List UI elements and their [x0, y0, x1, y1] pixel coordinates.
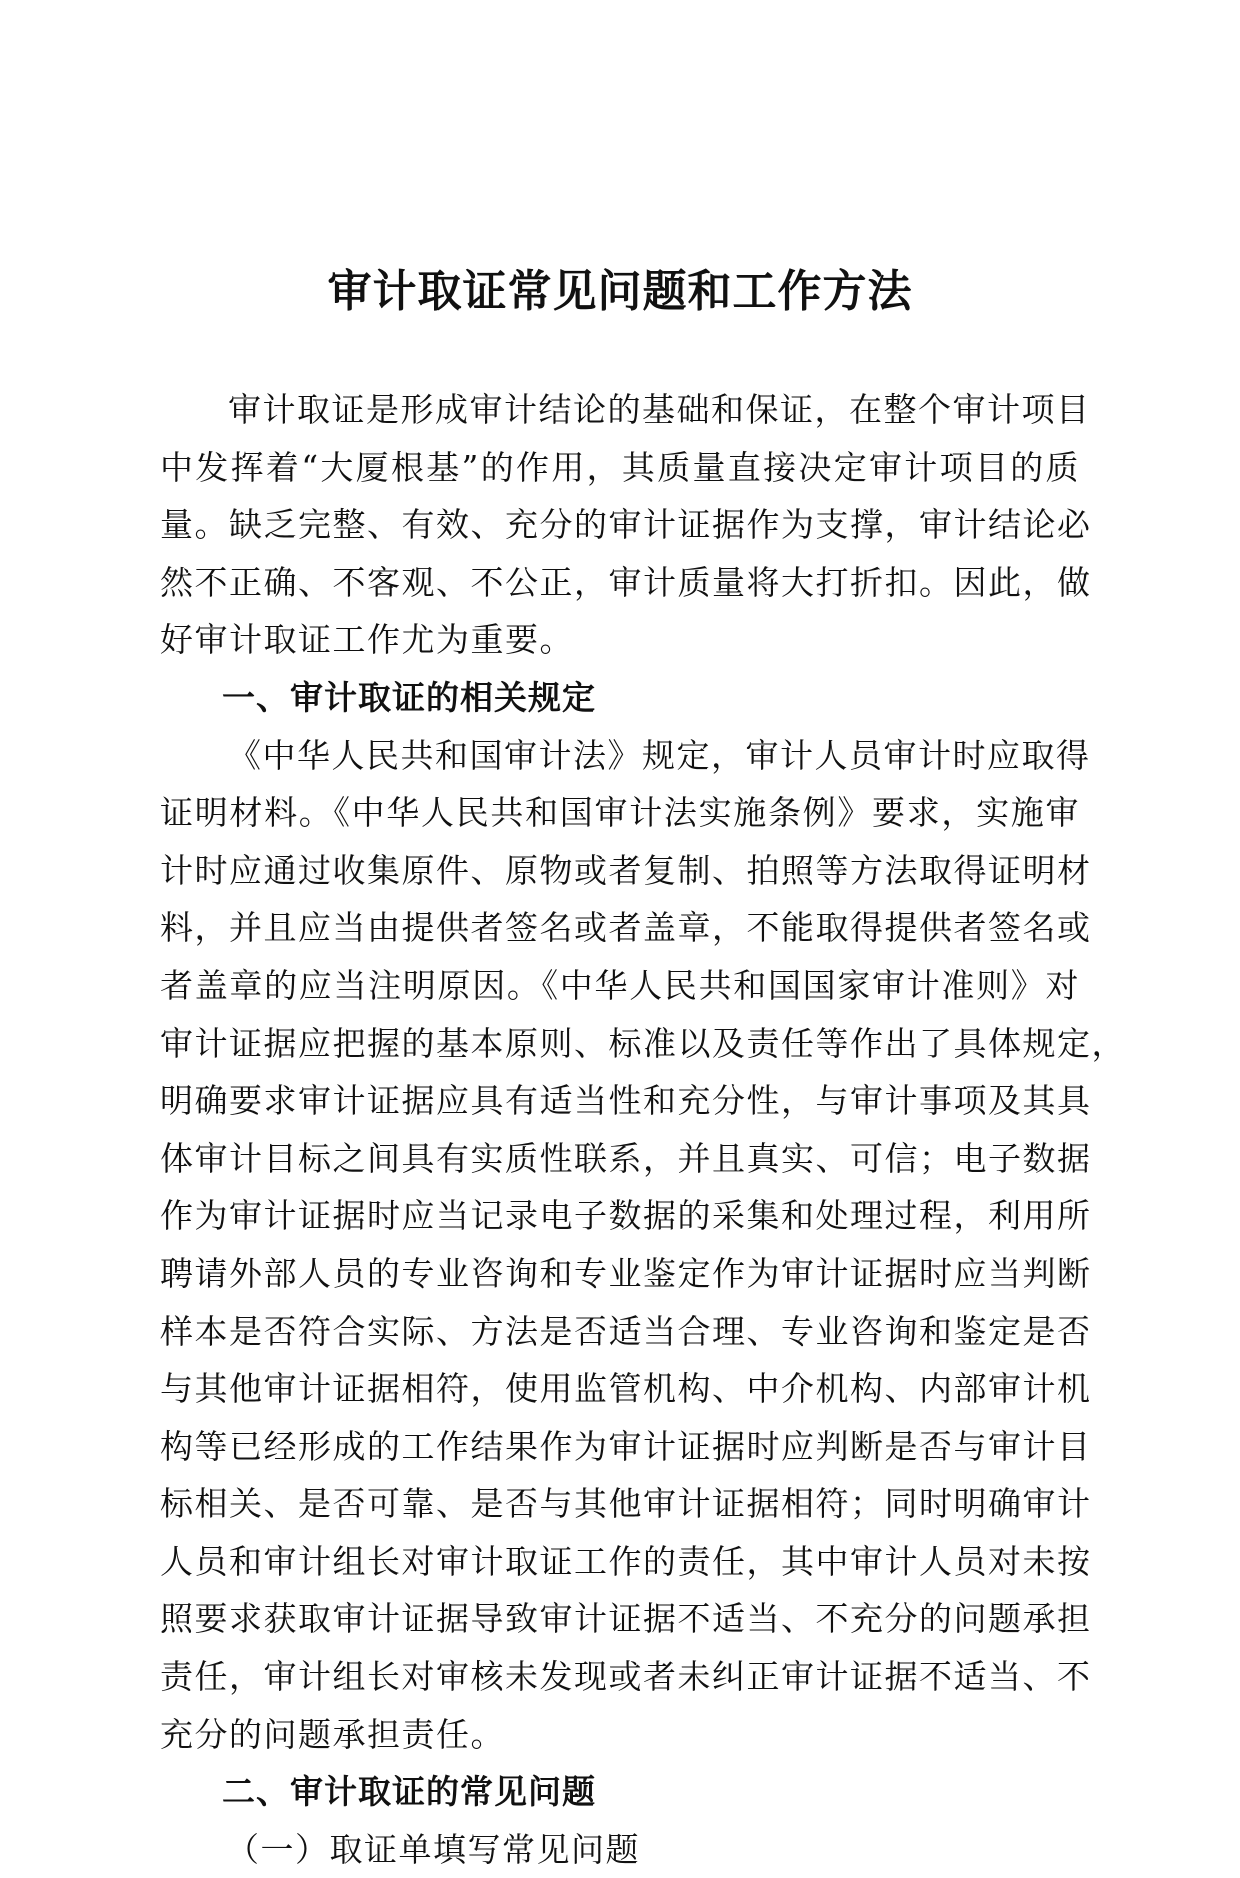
paragraph-regulations-line: 责任，审计组长对审核未发现或者未纠正审计证据不适当、不: [160, 1657, 1092, 1697]
section-heading-2: 二、审计取证的常见问题: [222, 1772, 596, 1812]
paragraph-regulations-line: 人员和审计组长对审计取证工作的责任，其中审计人员对未按: [160, 1541, 1092, 1581]
paragraph-intro-line: 审计取证是形成审计结论的基础和保证，在整个审计项目: [228, 390, 1091, 429]
paragraph-regulations-line: 照要求获取审计证据导致审计证据不适当、不充分的问题承担: [160, 1599, 1092, 1639]
paragraph-intro-line: 中发挥着“大厦根基”的作用，其质量直接决定审计项目的质: [160, 447, 1080, 487]
paragraph-regulations-line: 《中华人民共和国审计法》规定，审计人员审计时应取得: [228, 735, 1091, 775]
paragraph-regulations-line: 料，并且应当由提供者签名或者盖章，不能取得提供者签名或: [160, 908, 1092, 948]
document-body: [160, 381, 1126, 1878]
paragraph-regulations-line: 聘请外部人员的专业咨询和专业鉴定作为审计证据时应当判断: [160, 1253, 1092, 1293]
paragraph-regulations-line: 证明材料。《中华人民共和国审计法实施条例》要求，实施审: [160, 793, 1080, 833]
paragraph-regulations-line: 充分的问题承担责任。: [160, 1714, 505, 1754]
paragraph-regulations-line: 审计证据应把握的基本原则、标准以及责任等作出了具体规定，: [160, 1023, 1126, 1063]
paragraph-intro-line: 量。缺乏完整、有效、充分的审计证据作为支撑，审计结论必: [160, 505, 1092, 545]
paragraph-regulations-line: 样本是否符合实际、方法是否适当合理、专业咨询和鉴定是否: [160, 1311, 1092, 1351]
document-title: 审计取证常见问题和工作方法: [327, 266, 913, 317]
paragraph-regulations-line: 计时应通过收集原件、原物或者复制、拍照等方法取得证明材: [160, 850, 1092, 890]
paragraph-regulations-line: 标相关、是否可靠、是否与其他审计证据相符；同时明确审计: [160, 1484, 1092, 1524]
paragraph-intro-line: 好审计取证工作尤为重要。: [160, 620, 574, 660]
paragraph-regulations-line: 明确要求审计证据应具有适当性和充分性，与审计事项及其具: [160, 1081, 1092, 1121]
paragraph-regulations-line: 与其他审计证据相符，使用监管机构、中介机构、内部审计机: [160, 1369, 1092, 1409]
paragraph-regulations-line: 作为审计证据时应当记录电子数据的采集和处理过程，利用所: [160, 1196, 1092, 1236]
paragraph-regulations-line: 体审计目标之间具有实质性联系，并且真实、可信；电子数据: [160, 1138, 1092, 1178]
subsection-heading-1: （一）取证单填写常见问题: [226, 1829, 640, 1869]
paragraph-intro-line: 然不正确、不客观、不公正，审计质量将大打折扣。因此，做: [160, 562, 1092, 602]
paragraph-regulations-line: 构等已经形成的工作结果作为审计证据时应判断是否与审计目: [160, 1426, 1092, 1466]
section-heading-1: 一、审计取证的相关规定: [222, 677, 596, 717]
paragraph-regulations-line: 者盖章的应当注明原因。《中华人民共和国国家审计准则》对: [160, 965, 1080, 1005]
